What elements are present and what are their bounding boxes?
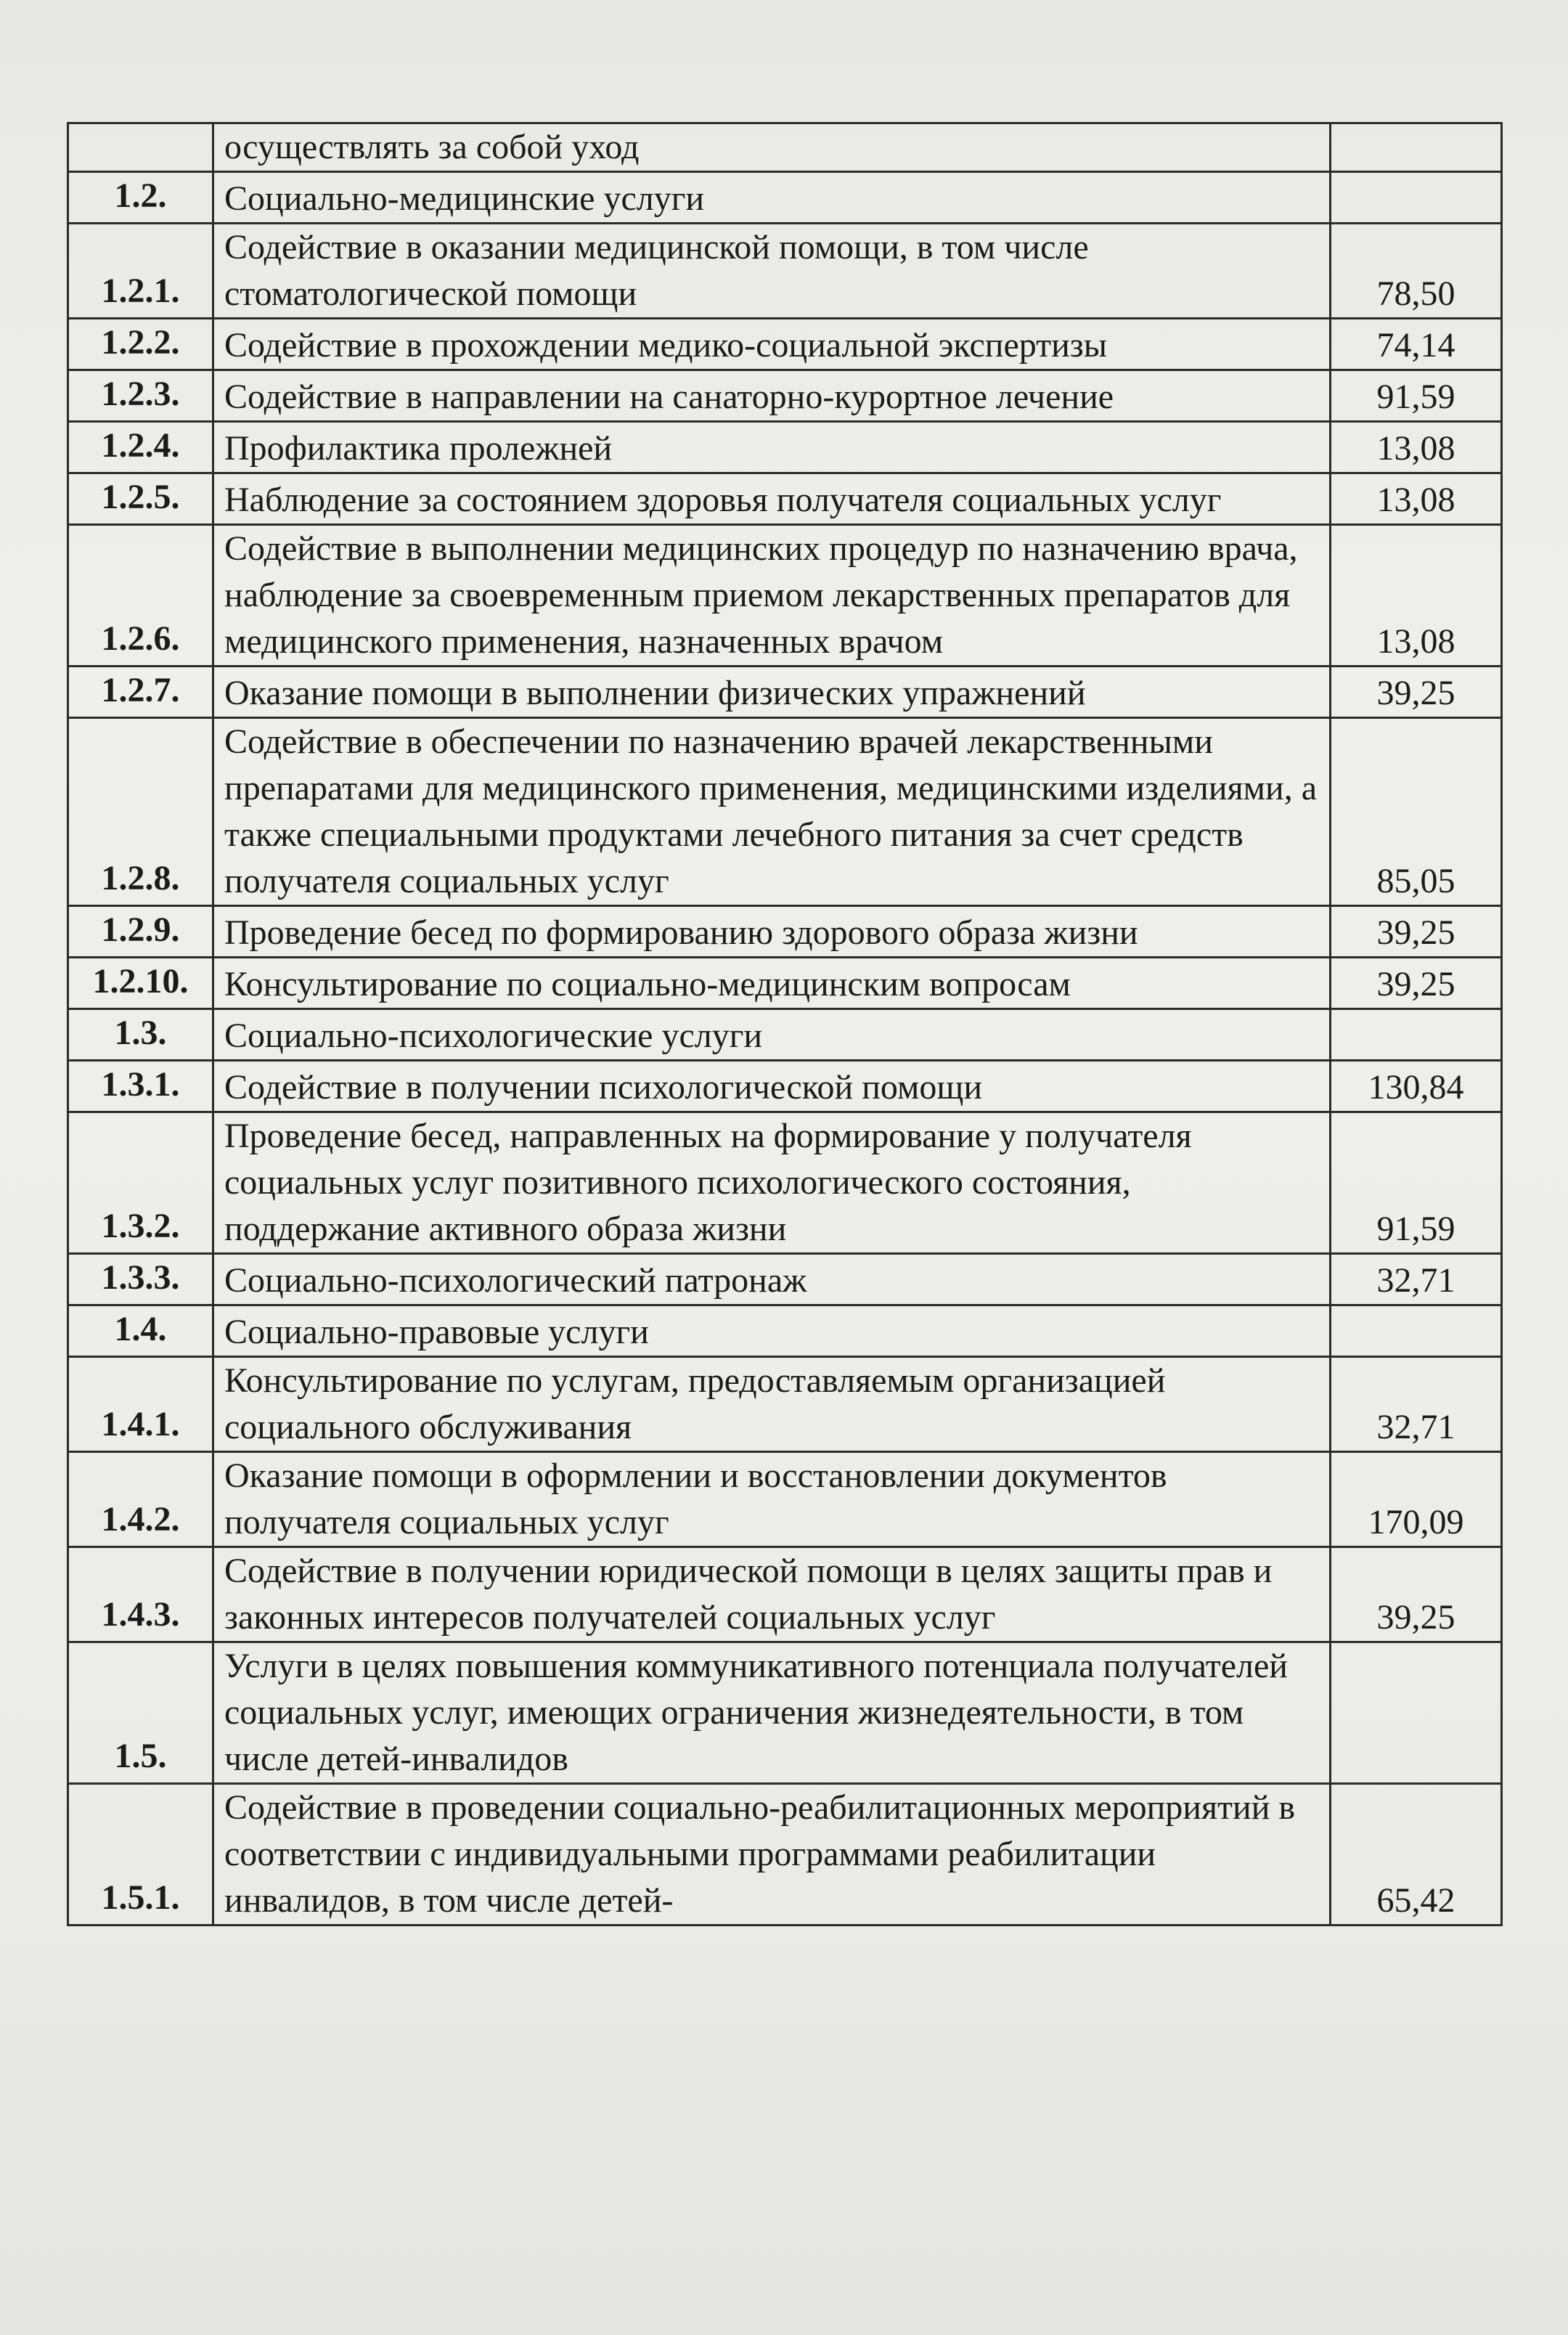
service-price: 78,50 [1331,224,1502,319]
service-name: Консультирование по социально-медицинским вопросам [213,958,1331,1009]
row-number: 1.3. [68,1009,213,1061]
row-number: 1.2.5. [68,473,213,525]
row-number: 1.4. [68,1305,213,1357]
table-row [68,525,1502,667]
row-number: 1.2.1. [68,224,213,319]
table-row [68,1305,1502,1357]
table-row [68,958,1502,1009]
row-number: 1.4.3. [68,1547,213,1642]
service-name: Социально-правовые услуги [213,1305,1331,1357]
row-number: 1.2.2. [68,319,213,370]
table-row [68,1357,1502,1452]
table-row [68,172,1502,224]
table-row [68,422,1502,473]
table-row [68,1009,1502,1061]
service-name: Услуги в целях повышения коммуникативного потенциала получателей социальных услуг, имеющих ограничения жизнедеятельности, в том числе детей-инвалидов [213,1642,1331,1784]
row-number: 1.5. [68,1642,213,1784]
service-price: 39,25 [1331,667,1502,718]
service-price: 170,09 [1331,1452,1502,1547]
service-name: Социально-психологические услуги [213,1009,1331,1061]
row-number: 1.2.9. [68,906,213,958]
service-name: Содействие в направлении на санаторно-курортное лечение [213,370,1331,422]
service-name: Проведение бесед по формированию здорового образа жизни [213,906,1331,958]
service-price: 85,05 [1331,718,1502,906]
service-price: 13,08 [1331,525,1502,667]
row-number: 1.3.1. [68,1061,213,1112]
service-name: Содействие в обеспечении по назначению врачей лекарственными препаратами для медицинского применения, медицинскими изделиями, а также специальными продуктами лечебного питания за счет средств получателя социальных услуг [213,718,1331,906]
row-number [68,123,213,172]
service-name: Социально-психологический патронаж [213,1254,1331,1305]
row-number: 1.2. [68,172,213,224]
service-name: Содействие в прохождении медико-социальной экспертизы [213,319,1331,370]
service-price [1331,1305,1502,1357]
service-name: Социально-медицинские услуги [213,172,1331,224]
service-name: Оказание помощи в оформлении и восстановлении документов получателя социальных услуг [213,1452,1331,1547]
table-row [68,1784,1502,1926]
row-number: 1.3.2. [68,1112,213,1254]
services-table [67,122,1503,1926]
service-name: Содействие в выполнении медицинских процедур по назначению врача, наблюдение за своевременным приемом лекарственных препаратов для медицинского применения, назначенных врачом [213,525,1331,667]
table-row [68,718,1502,906]
table-row [68,906,1502,958]
table-row [68,370,1502,422]
service-price: 91,59 [1331,1112,1502,1254]
service-price: 32,71 [1331,1254,1502,1305]
service-name: Консультирование по услугам, предоставляемым организацией социального обслуживания [213,1357,1331,1452]
row-number: 1.2.10. [68,958,213,1009]
service-name: Содействие в получении психологической помощи [213,1061,1331,1112]
table-row [68,319,1502,370]
table-row [68,667,1502,718]
service-price: 13,08 [1331,422,1502,473]
service-name: Содействие в получении юридической помощи в целях защиты прав и законных интересов получателей социальных услуг [213,1547,1331,1642]
service-name: Наблюдение за состоянием здоровья получателя социальных услуг [213,473,1331,525]
service-price: 39,25 [1331,1547,1502,1642]
row-number: 1.2.3. [68,370,213,422]
service-price: 91,59 [1331,370,1502,422]
service-price [1331,1009,1502,1061]
row-number: 1.4.1. [68,1357,213,1452]
service-price: 13,08 [1331,473,1502,525]
table-row [68,1254,1502,1305]
row-number: 1.2.7. [68,667,213,718]
service-price: 39,25 [1331,906,1502,958]
row-number: 1.5.1. [68,1784,213,1926]
table-row [68,473,1502,525]
row-number: 1.4.2. [68,1452,213,1547]
service-price [1331,123,1502,172]
service-price: 32,71 [1331,1357,1502,1452]
service-name: Содействие в проведении социально-реабилитационных мероприятий в соответствии с индивидуальными программами реабилитации инвалидов, в том числе детей- [213,1784,1331,1926]
table-row [68,1452,1502,1547]
table-row [68,1642,1502,1784]
table-row [68,123,1502,172]
table-row [68,1061,1502,1112]
service-price [1331,172,1502,224]
service-name: Профилактика пролежней [213,422,1331,473]
service-price: 39,25 [1331,958,1502,1009]
service-price: 130,84 [1331,1061,1502,1112]
row-number: 1.2.8. [68,718,213,906]
service-name: Оказание помощи в выполнении физических упражнений [213,667,1331,718]
service-name: осуществлять за собой уход [213,123,1331,172]
table-row [68,1547,1502,1642]
service-price: 74,14 [1331,319,1502,370]
table-row [68,224,1502,319]
row-number: 1.3.3. [68,1254,213,1305]
table-row [68,1112,1502,1254]
service-name: Содействие в оказании медицинской помощи, в том числе стоматологической помощи [213,224,1331,319]
row-number: 1.2.6. [68,525,213,667]
service-price [1331,1642,1502,1784]
row-number: 1.2.4. [68,422,213,473]
service-name: Проведение бесед, направленных на формирование у получателя социальных услуг позитивного психологического состояния, поддержание активного образа жизни [213,1112,1331,1254]
service-price: 65,42 [1331,1784,1502,1926]
